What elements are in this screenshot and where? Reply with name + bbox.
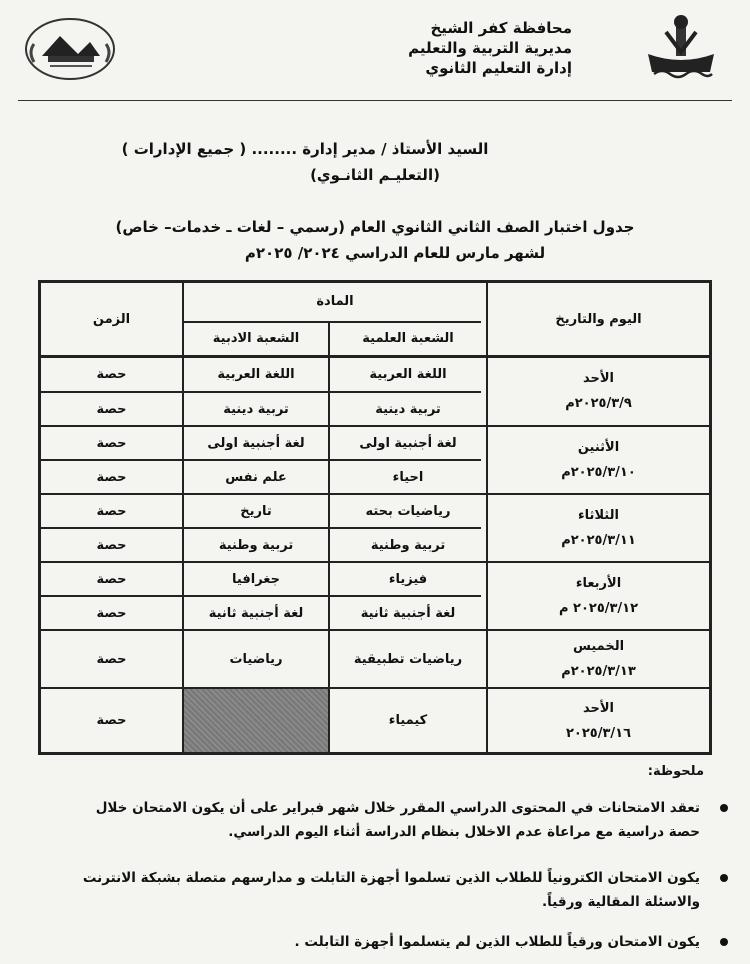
day-date: ٢٠٢٥/٣/٩م <box>565 396 632 411</box>
science-subject: كيمياء <box>388 713 428 728</box>
science-subject: اللغة العربية <box>369 366 447 382</box>
day-cell <box>488 357 709 425</box>
time-cell: حصة <box>96 571 127 587</box>
directorate-name: مديرية التربية والتعليم <box>408 39 572 57</box>
day-date: ٢٠٢٥/٣/١٦ <box>565 725 632 741</box>
science-subject: لغة أجنبية ثانية <box>360 605 456 621</box>
day-cell <box>488 563 709 629</box>
time-cell: حصة <box>96 401 127 417</box>
day-name: الأحد <box>583 700 615 716</box>
time-cell: حصة <box>96 503 127 519</box>
governorate-logo-icon <box>640 12 722 82</box>
note-item <box>60 930 700 954</box>
day-cell <box>488 689 709 752</box>
literary-subject: تربية دينية <box>223 401 289 417</box>
day-cell <box>488 631 709 687</box>
day-cell <box>488 427 709 493</box>
day-name: الأحد <box>583 371 615 386</box>
department-name: إدارة التعليم الثانوي <box>425 59 572 77</box>
bullet-icon <box>720 874 728 882</box>
header-science: الشعبة العلمية <box>362 330 454 346</box>
addressee-line: السيد الأستاذ / مدير إدارة ........ ( جميع الإدارات ) <box>121 140 489 158</box>
governorate-name: محافظة كفر الشيخ <box>430 19 572 37</box>
header-time: الزمن <box>92 311 131 327</box>
literary-subject: جغرافيا <box>232 571 280 587</box>
day-date: ٢٠٢٥/٣/١٣م <box>561 664 636 679</box>
schedule-title: جدول اختبار الصف الثاني الثانوي العام (رسمي – لغات ـ خدمات– خاص) <box>115 218 635 236</box>
bullet-icon <box>720 938 728 946</box>
science-subject: تربية وطنية <box>370 537 446 553</box>
time-cell: حصة <box>96 537 127 553</box>
addressee-dept: (التعليـم الثانـوي) <box>310 166 440 184</box>
literary-subject: اللغة العربية <box>217 366 295 382</box>
science-subject: فيزياء <box>388 571 428 587</box>
note-text: يكون الامتحان الكترونياً للطلاب الذين تسلموا أجهزة التابلت و مدارسهم متصلة بشبكة الانترنت والاسئلة المقالية ورقياً. <box>82 870 700 910</box>
day-cell <box>488 495 709 561</box>
notes-label: ملحوظة: <box>647 764 704 779</box>
day-date: ٢٠٢٥/٣/١١م <box>561 533 636 548</box>
literary-subject: لغة أجنبية اولى <box>207 435 305 451</box>
day-name: الثلاثاء <box>578 508 619 523</box>
bullet-icon <box>720 804 728 812</box>
schedule-subtitle: لشهر مارس للعام الدراسي ٢٠٢٤/ ٢٠٢٥م <box>244 244 546 262</box>
header-block <box>408 18 572 78</box>
time-cell: حصة <box>96 435 127 451</box>
science-subject: تربية دينية <box>375 401 441 417</box>
header-divider <box>18 100 732 101</box>
note-item <box>60 866 700 914</box>
note-text: يكون الامتحان ورقياً للطلاب الذين لم يتسلموا أجهزة التابلت . <box>294 934 700 950</box>
time-cell: حصة <box>96 605 127 621</box>
literary-subject: رياضيات <box>229 651 283 667</box>
literary-subject: تربية وطنية <box>218 537 294 553</box>
note-text: تعقد الامتحانات في المحتوى الدراسي المقرر خلال شهر فبراير على أن يكون الامتحان خلال حصة دراسية مع مراعاة عدم الاخلال بنظام الدراسة أثناء اليوم الدراسي. <box>95 800 700 840</box>
shaded-empty-cell <box>184 689 328 752</box>
time-cell: حصة <box>96 366 127 382</box>
day-name: الخميس <box>572 639 625 654</box>
time-cell: حصة <box>96 469 127 485</box>
day-date: ٢٠٢٥/٣/١٢ م <box>558 601 639 616</box>
directorate-logo-icon <box>20 14 120 84</box>
science-subject: لغة أجنبية اولى <box>359 435 457 451</box>
time-cell: حصة <box>96 713 127 728</box>
science-subject: احياء <box>392 469 424 485</box>
note-item <box>60 796 700 844</box>
day-name: الأثنين <box>577 440 620 455</box>
header-literary: الشعبة الادبية <box>212 330 300 346</box>
science-subject: رياضيات تطبيقية <box>353 651 463 667</box>
literary-subject: علم نفس <box>225 469 287 485</box>
day-date: ٢٠٢٥/٣/١٠م <box>561 465 636 480</box>
science-subject: رياضيات بحته <box>365 503 451 519</box>
literary-subject: تاريخ <box>240 503 272 519</box>
time-cell: حصة <box>96 651 127 667</box>
header-subject: المادة <box>316 293 354 309</box>
literary-subject: لغة أجنبية ثانية <box>208 605 304 621</box>
day-name: الأربعاء <box>575 576 622 591</box>
header-day-date: اليوم والتاريخ <box>555 311 642 327</box>
exam-schedule-table <box>38 280 712 755</box>
